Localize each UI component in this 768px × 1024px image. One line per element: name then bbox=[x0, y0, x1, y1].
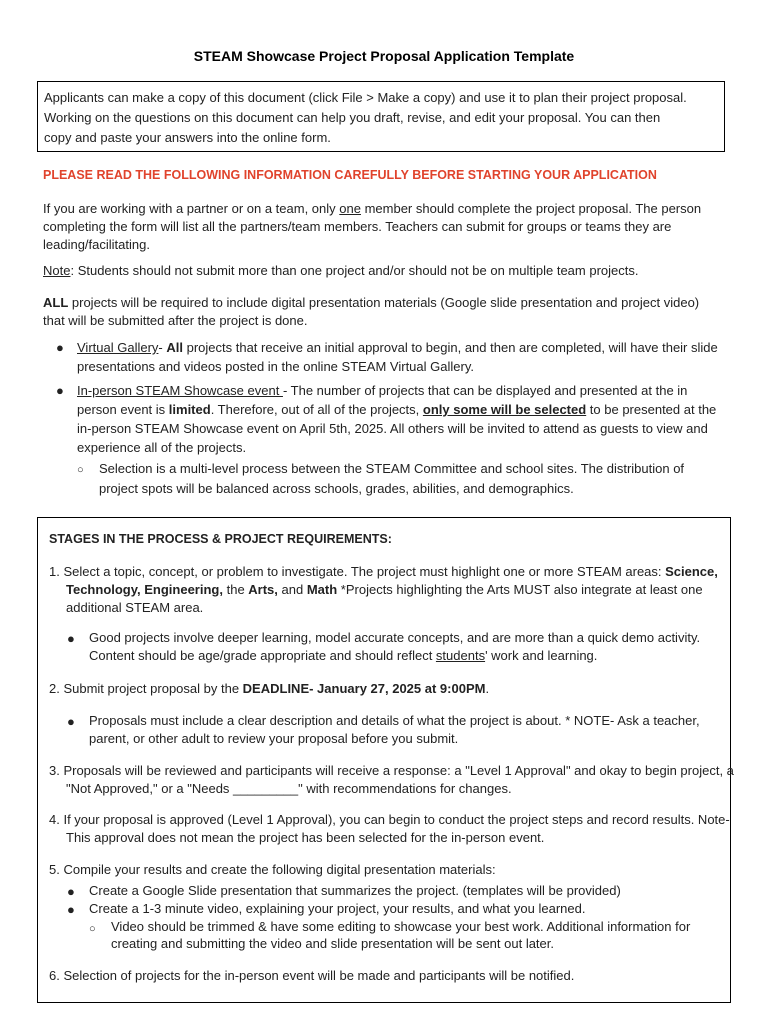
intro-line-2: Working on the questions on this document can help you draft, revise, and edit your proposal. You can then bbox=[44, 110, 661, 125]
sub-bullet-icon: ○ bbox=[77, 464, 84, 476]
step-4: 4. If your proposal is approved (Level 1 Approval), you can begin to conduct the project steps and record results. Note- This approval does not mean the project has been selected for the in-person event. bbox=[49, 812, 730, 845]
note-paragraph: Note: Students should not submit more than one project and/or should not be on multiple team projects. bbox=[43, 263, 639, 278]
bullet-icon: ● bbox=[56, 383, 64, 398]
stages-heading: STAGES IN THE PROCESS & PROJECT REQUIREMENTS: bbox=[49, 532, 392, 546]
step-5-bullet-video: Create a 1-3 minute video, explaining your project, your results, and what you learned. bbox=[89, 901, 586, 916]
selection-process-item: Selection is a multi-level process between the STEAM Committee and school sites. The distribution of project spots will be balanced across schools, grades, abilities, and demographics. bbox=[99, 461, 685, 496]
virtual-gallery-item: Virtual Gallery- All projects that receive an initial approval to begin, and then are completed, will have their slide presentations and videos posted in the online STEAM Virtual Gallery. bbox=[77, 340, 718, 374]
sub-bullet-icon: ○ bbox=[89, 923, 96, 935]
intro-box bbox=[37, 81, 725, 152]
step-2: 2. Submit project proposal by the DEADLINE- January 27, 2025 at 9:00PM. bbox=[49, 681, 490, 696]
note-label: Note bbox=[43, 263, 71, 278]
bullet-icon: ● bbox=[67, 902, 75, 917]
all-projects-paragraph: ALL projects will be required to include digital presentation materials (Google slide presentation and project video) that will be submitted after the project is done. bbox=[43, 295, 700, 328]
step-2-bullet: Proposals must include a clear description and details of what the project is about. * NOTE- Ask a teacher, parent, or other adult to review your proposal before you submit. bbox=[89, 713, 700, 746]
in-person-event-label: In-person STEAM Showcase event bbox=[77, 383, 283, 398]
step-5: 5. Compile your results and create the following digital presentation materials: bbox=[49, 862, 496, 877]
bullet-icon: ● bbox=[67, 884, 75, 899]
one-emphasis: one bbox=[339, 201, 361, 216]
step-5-video-detail: Video should be trimmed & have some editing to showcase your best work. Additional information for creating and submitting the video and slide presentation will be sent out later. bbox=[111, 919, 691, 951]
partner-paragraph: If you are working with a partner or on a team, only one member should complete the project proposal. The person completing the form will list all the partners/team members. Teachers can submit for groups or teams they are leading/facilitating. bbox=[43, 201, 702, 252]
intro-line-3: copy and paste your answers into the online form. bbox=[44, 130, 331, 145]
bullet-icon: ● bbox=[67, 631, 75, 646]
step-6: 6. Selection of projects for the in-person event will be made and participants will be notified. bbox=[49, 968, 575, 983]
step-1: 1. Select a topic, concept, or problem to investigate. The project must highlight one or more STEAM areas: Science, Technology, Engineering, the Arts, and Math *Projects highlighting the Arts MUST also integrate at least one additional STEAM area. bbox=[49, 564, 718, 615]
please-read-warning: PLEASE READ THE FOLLOWING INFORMATION CAREFULLY BEFORE STARTING YOUR APPLICATION bbox=[43, 168, 657, 182]
bullet-icon: ● bbox=[67, 714, 75, 729]
step-1-bullet: Good projects involve deeper learning, model accurate concepts, and are more than a quick demo activity. Content should be age/grade appropriate and should reflect students' work and learning. bbox=[89, 630, 701, 663]
intro-line-1: Applicants can make a copy of this document (click File > Make a copy) and use it to plan their project proposal. bbox=[44, 90, 687, 105]
bullet-icon: ● bbox=[56, 340, 64, 355]
virtual-gallery-label: Virtual Gallery bbox=[77, 340, 159, 355]
document-title: STEAM Showcase Project Proposal Application Template bbox=[193, 48, 575, 64]
step-5-bullet-slides: Create a Google Slide presentation that summarizes the project. (templates will be provided) bbox=[89, 883, 621, 898]
in-person-event-item: In-person STEAM Showcase event - The number of projects that can be displayed and presented at the in person event is limited. Therefore, out of all of the projects, only some will be selected to be presented at the in-person STEAM Showcase event on April 5th, 2025. All others will be invited to attend as guests to view and experience all of the projects. bbox=[77, 383, 717, 455]
step-3: 3. Proposals will be reviewed and participants will receive a response: a "Level 1 Approval" and okay to begin project, a "Not Approved," or a "Needs _________" with recommendations for changes. bbox=[49, 763, 734, 796]
